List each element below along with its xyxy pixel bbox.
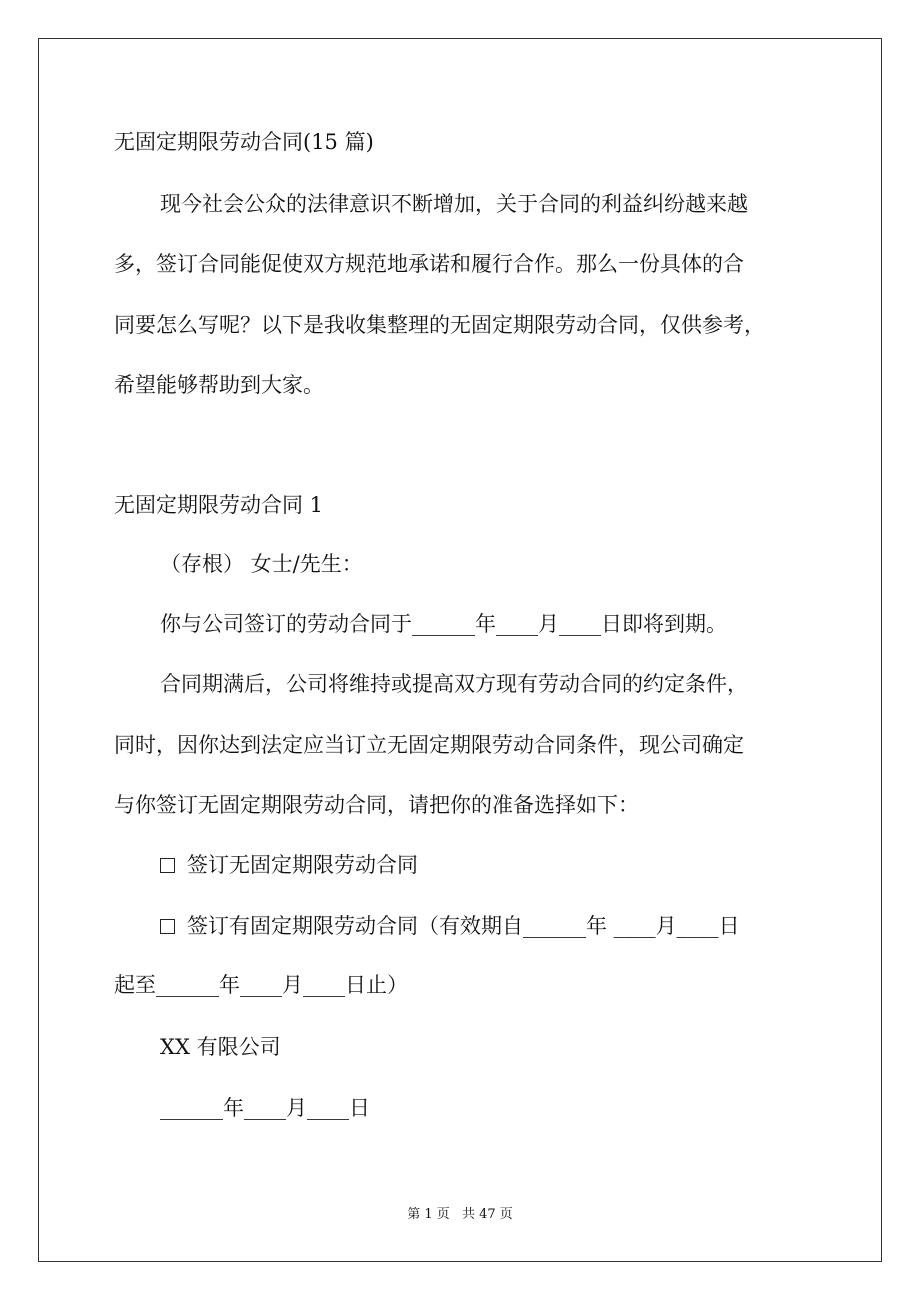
checkbox-icon[interactable] xyxy=(160,858,175,873)
stub-line: （存根） 女士/先生： xyxy=(160,552,363,576)
body-line-3: 与你签订无固定期限劳动合同，请把你的准备选择如下： xyxy=(114,793,639,817)
document-title: 无固定期限劳动合同(15 篇) xyxy=(114,130,374,154)
page-footer xyxy=(0,1206,920,1224)
option-2-label: 签订有固定期限劳动合同（有效期自______年 ____月____日 xyxy=(187,914,740,938)
checkbox-icon[interactable] xyxy=(160,919,175,934)
date-line: ______年____月____日 xyxy=(160,1096,370,1120)
intro-line-3: 同要怎么写呢？以下是我收集整理的无固定期限劳动合同，仅供参考， xyxy=(114,313,765,337)
section-title: 无固定期限劳动合同 1 xyxy=(114,493,324,517)
intro-line-4: 希望能够帮助到大家。 xyxy=(114,373,324,397)
notice-line: 你与公司签订的劳动合同于______年____月____日即将到期。 xyxy=(160,612,727,636)
body-line-1: 合同期满后，公司将维持或提高双方现有劳动合同的约定条件， xyxy=(160,672,748,696)
option-1 xyxy=(160,850,418,880)
page-number: 第 1 页 xyxy=(407,1207,450,1222)
page-total: 共 47 页 xyxy=(461,1207,513,1222)
page-frame xyxy=(38,38,882,1262)
company-name: XX 有限公司 xyxy=(160,1035,281,1059)
option-2-continued: 起至______年____月____日止） xyxy=(114,973,408,997)
intro-line-2: 多，签订合同能促使双方规范地承诺和履行合作。那么一份具体的合 xyxy=(114,252,744,276)
body-line-2: 同时，因你达到法定应当订立无固定期限劳动合同条件，现公司确定 xyxy=(114,733,744,757)
intro-line-1: 现今社会公众的法律意识不断增加，关于合同的利益纠纷越来越 xyxy=(160,192,748,216)
option-2 xyxy=(160,911,740,941)
option-1-label: 签订无固定期限劳动合同 xyxy=(187,853,418,877)
